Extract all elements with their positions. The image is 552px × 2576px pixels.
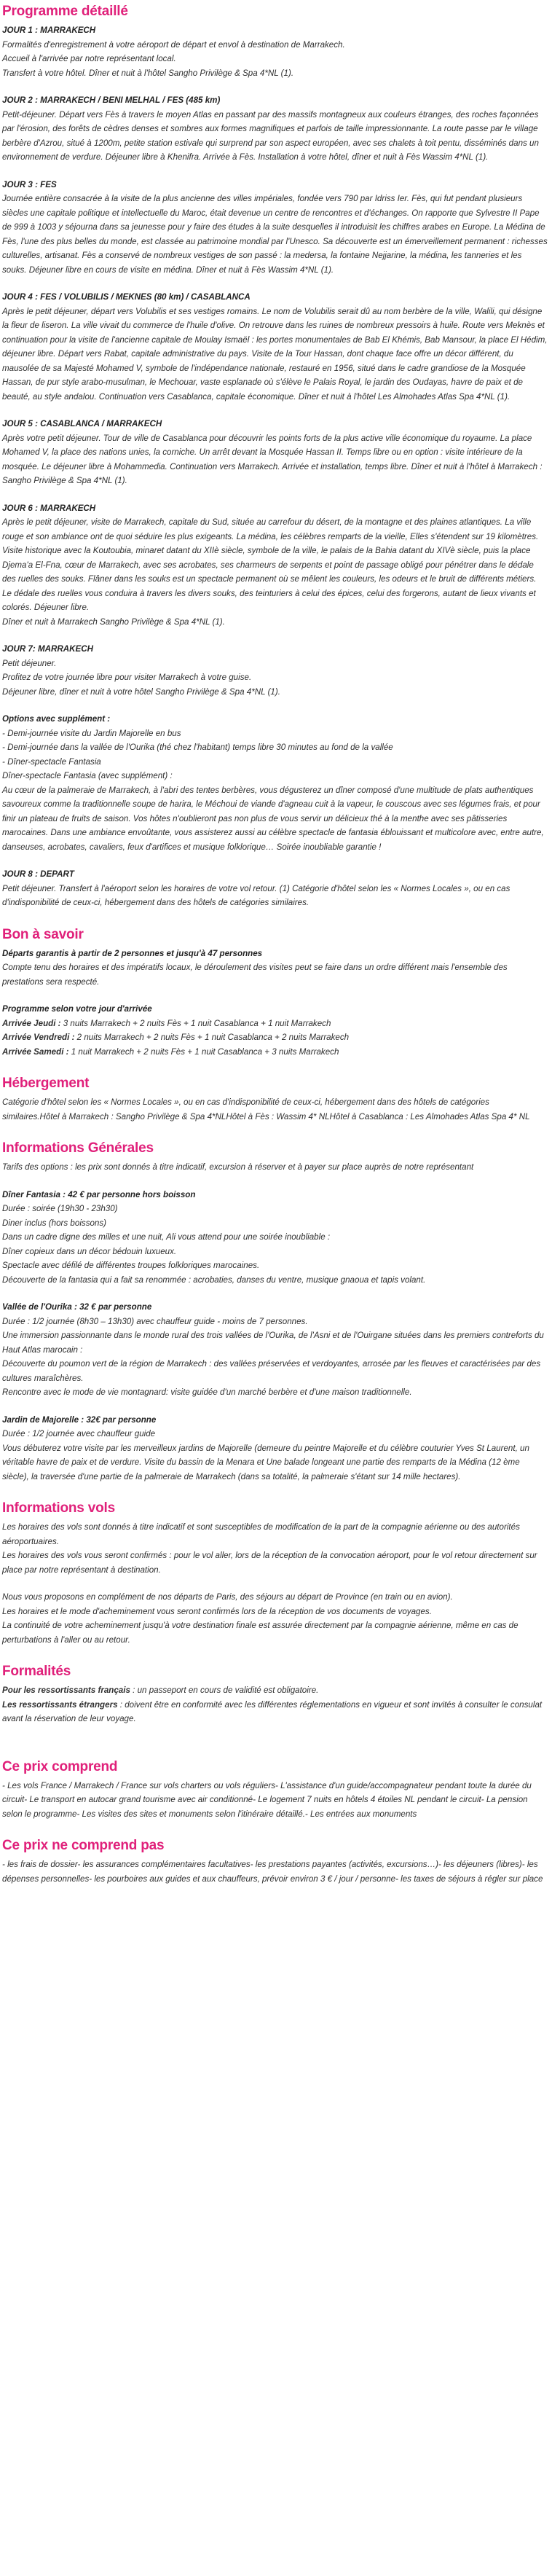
programme-section: [2, 3, 548, 910]
prix-comprend-section: [2, 1758, 548, 1822]
vols-block: [2, 1590, 548, 1647]
programme-days: [2, 23, 548, 910]
day-paragraph: Après votre petit déjeuner. Tour de ville de Casablanca pour découvrir les points forts de la plus active ville économique du royaume. La place Mohamed V, la place des nations unies, la corniche. Un arrêt devant la Mosquée Hassan II. Temps libre ou en option : visite intérieure de la mosquée. Le déjeuner libre à Mohammedia. Continuation vers Marrakech. Arrivée et installation, temps libre. Dîner et nuit à l'hôtel à Marrakech : Sangho Privilège & Spa 4*NL (1).: [2, 433, 543, 485]
vols-paragraphs: [2, 1520, 548, 1647]
day-paragraph: Dîner-spectacle Fantasia (avec supplément) :: [2, 771, 173, 780]
hebergement-title: Hébergement: [2, 1076, 90, 1091]
info-gen-intro-block: [2, 1160, 548, 1175]
vols-line: Nous vous proposons en complément de nos départs de Paris, des séjours au départ de Province (en train ou en avion).: [2, 1592, 453, 1602]
programme-title: Programme détaillé: [2, 4, 128, 19]
formalites-title: Formalités: [2, 1664, 71, 1679]
vols-line: Les horaires des vols vous seront confirmés : pour le vol aller, lors de la réception de la convocation aéroport, pour le vol retour directement sur place par notre représentant à destination.: [2, 1551, 537, 1575]
day-paragraph: Profitez de votre journée libre pour visiter Marrakech à votre guise.: [2, 673, 252, 682]
options-list: [2, 1188, 548, 1484]
vols-line: La continuité de votre acheminement jusqu'à votre destination finale est assurée directement par la compagnie aérienne, même en cas de perturbations à l'aller ou au retour.: [2, 1621, 519, 1645]
day-block: [2, 712, 548, 854]
day-block: [2, 501, 548, 630]
prix-ne-comprend-section: [2, 1837, 548, 1886]
day-paragraph: Petit déjeuner. Transfert à l'aéroport selon les horaires de votre vol retour. (1) Catégorie d'hôtel selon les « Normes Locales », ou en cas d'indisponibilité de ceux-ci, hébergement dans des hôtels de catégories similaires.: [2, 883, 510, 907]
formalites-list: [2, 1683, 548, 1726]
day-block: [2, 867, 548, 910]
option-line: Une immersion passionnante dans le monde rural des trois vallées de l'Ourika, de l'Asni et de l'Ouirgane situées dans les premiers contreforts du Haut Atlas marocain :: [2, 1331, 544, 1355]
option-heading: Vallée de l'Ourika : 32 € par personne: [2, 1302, 152, 1312]
option-line: Rencontre avec le mode de vie montagnard: visite guidée d'un marché berbère et d'une maison traditionnelle.: [2, 1387, 412, 1397]
option-block: [2, 1413, 548, 1484]
arrival-text: 1 nuit Marrakech + 2 nuits Fès + 1 nuit Casablanca + 3 nuits Marrakech: [68, 1046, 339, 1057]
bon-a-savoir-title: Bon à savoir: [2, 926, 84, 942]
day-paragraph: Transfert à votre hôtel. Dîner et nuit à l'hôtel Sangho Privilège & Spa 4*NL (1).: [2, 68, 294, 78]
option-heading: Dîner Fantasia : 42 € par personne hors boisson: [2, 1189, 196, 1199]
option-line: Dîner copieux dans un décor bédouin luxueux.: [2, 1246, 177, 1256]
arrival-line: [2, 1017, 548, 1031]
day-block: [2, 642, 548, 699]
day-heading: JOUR 1 : MARRAKECH: [2, 26, 96, 35]
informations-vols-title: Informations vols: [2, 1500, 115, 1516]
day-block: [2, 93, 548, 165]
arrival-line: [2, 1030, 548, 1045]
hebergement-text: Catégorie d'hôtel selon les « Normes Locales », ou en cas d'indisponibilité de ceux-ci, hébergement dans des hôtels de catégories similaires.Hôtel à Marrakech : Sangho Privilège & Spa 4*NLHôtel à Fès : Wassim 4* NLHôtel à Casablanca : Les Almohades Atlas Spa 4* NL: [2, 1097, 530, 1121]
formalite-line: [2, 1698, 548, 1726]
day-paragraph: Accueil à l'arrivée par notre représentant local.: [2, 54, 176, 63]
day-heading: JOUR 7: MARRAKECH: [2, 644, 93, 654]
option-line: Vous débuterez votre visite par les merveilleux jardins de Majorelle (demeure du peintre Majorelle et du célèbre couturier Yves St Laurent, un véritable havre de paix et de verdure. Visite du bassin de la Menara et Une balade longeant une partie des remparts de la Médina (12 ème siècle), la traversée d'une partie de la palmeraie de Marrakech (dans sa totalité, la palmeraie s'étant sur 14 mille hectares).: [2, 1443, 529, 1481]
option-line: Durée : 1/2 journée (8h30 – 13h30) avec chauffeur guide - moins de 7 personnes.: [2, 1316, 308, 1326]
option-line: Durée : 1/2 journée avec chauffeur guide: [2, 1429, 156, 1438]
bon-a-savoir-text: Compte tenu des horaires et des impératifs locaux, le déroulement des visites peut se faire dans un ordre différent mais l'ensemble des prestations sera respecté.: [2, 963, 508, 987]
bon-a-savoir-section: [2, 926, 548, 1060]
arrivals-block: [2, 1002, 548, 1059]
day-paragraph: - Dîner-spectacle Fantasia: [2, 756, 101, 767]
vols-block: [2, 1520, 548, 1577]
arrival-label: Arrivée Vendredi :: [2, 1033, 75, 1042]
prix-comprend-text: - Les vols France / Marrakech / France sur vols charters ou vols réguliers- L'assistance d'un guide/accompagnateur pendant toute la durée du circuit- Le transport en autocar grand tourisme avec air conditionné- Le logement 7 nuits en hôtels 4 étoiles NL pendant le circuit- La pension selon le programme- Les visites des sites et monuments selon l'itinéraire détaillé.- Les entrées aux monuments: [2, 1780, 532, 1819]
formalite-text: : un passeport en cours de validité est obligatoire.: [130, 1686, 319, 1695]
day-heading: JOUR 3 : FES: [2, 179, 57, 189]
formalite-text: : doivent être en conformité avec les différentes réglementations en vigueur et sont invités à consulter le consulat avant la réservation de leur voyage.: [2, 1699, 543, 1723]
option-block: [2, 1188, 548, 1288]
day-paragraph: - Demi-journée visite du Jardin Majorelle en bus: [2, 728, 181, 738]
arrival-label: Arrivée Jeudi :: [2, 1018, 61, 1028]
day-paragraph: Journée entière consacrée à la visite de la plus ancienne des villes impériales, fondée vers 790 par Idriss Ier. Fès, qui fut pendant plusieurs siècles une capitale politique et intellectuelle du Maroc, était devenue un centre de rencontres et d'échanges. On rapporte que Sylvestre II Pape de 999 à 1003 y séjourna dans sa jeunesse pour y faire des études à la suite desquelles il introduisit les chiffres arabes en Europe. La Médina de Fès, l'une des plus belles du monde, est classée au patrimoine mondial par l'Unesco. Sa découverte est un émerveillement permanent : richesses culturelles, artisanat. Fès a conservé de nombreux vestiges de son passé : la medersa, la fontaine Nejjarine, la médina, les tanneries et les souks. Déjeuner libre en cours de visite en médina. Dîner et nuit à Fès Wassim 4*NL (1).: [2, 194, 548, 275]
day-block: [2, 290, 548, 404]
day-heading: JOUR 6 : MARRAKECH: [2, 503, 96, 513]
arrival-text: 3 nuits Marrakech + 2 nuits Fès + 1 nuit Casablanca + 1 nuit Marrakech: [60, 1018, 331, 1028]
option-line: Durée : soirée (19h30 - 23h30): [2, 1204, 118, 1213]
info-gen-intro: Tarifs des options : les prix sont donnés à titre indicatif, excursion à réserver et à payer sur place auprès de notre représentant: [2, 1162, 474, 1172]
arrival-label: Arrivée Samedi :: [2, 1046, 69, 1057]
day-paragraph: - Demi-journée dans la vallée de l'Ourika (thé chez l'habitant) temps libre 30 minutes au fond de la vallée: [2, 743, 393, 752]
day-heading: JOUR 2 : MARRAKECH / BENI MELHAL / FES (485 km): [2, 95, 221, 105]
day-paragraph: Au cœur de la palmeraie de Marrakech, à l'abri des tentes berbères, vous dégusterez un dîner composé d'une multitude de plats authentiques savoureux comme la traditionnelle soupe de harira, le Méchoui de viande d'agneau cuit à la vapeur, le couscous avec ses légumes frais, et pour finir un plateau de fruits de saison. Vos hôtes n'oublieront pas non plus de vous servir un délicieux thé à la menthe avec ses pâtisseries marocaines. Dans une ambiance envoûtante, vous assisterez aussi au célèbre spectacle de fantasia éblouissant et multicolore avec, entre autre, danseuses, acrobates, cavaliers, feux d'artifices et musique folklorique… Soirée inoubliable garantie !: [2, 785, 544, 852]
day-paragraph: Après le petit déjeuner, départ vers Volubilis et ses vestiges romains. Le nom de Volubilis serait dû au nom berbère de la ville, Walili, qui désigne la fleur de liseron. La ville vivait du commerce de l'huile d'olive. On retrouve dans les ruines de nombreux pressoirs à huile. Route vers Meknès et continuation pour la visite de l'ancienne capitale de Moulay Ismaël : les portes monumentales de Bab El Khémis, Bab Mansour, la place El Hédim, déjeuner libre. Départ vers Rabat, capitale administrative du pays. Visite de la Tour Hassan, dont chaque face offre un décor différent, du mausolée de sa Majesté Mohamed V, symbole de l'indépendance nationale, restauré en 1956, situé dans le cadre grandiose de la Mosquée Hassan, de pur style arabo-musulman, le Mechouar, vaste esplanade où s'élève le Palais Royal, le jardin des Oudayas, havre de paix et de beauté, au style andalou. Continuation vers Casablanca, capitale économique. Dîner et nuit à l'hôtel Les Almohades Atlas Spa 4*NL (1).: [2, 306, 548, 402]
day-paragraph: Formalités d'enregistrement à votre aéroport de départ et envol à destination de Marrakech.: [2, 39, 345, 50]
option-line: Découverte de la fantasia qui a fait sa renommée : acrobaties, danses du ventre, musique gnaoua et tapis volant.: [2, 1275, 426, 1285]
informations-generales-title: Informations Générales: [2, 1140, 154, 1156]
option-line: Dans un cadre digne des milles et une nuit, Ali vous attend pour une soirée inoubliable :: [2, 1232, 331, 1242]
vols-line: Les horaires et le mode d'acheminement vous seront confirmés lors de la réception de vos documents de voyages.: [2, 1606, 432, 1616]
day-heading: JOUR 5 : CASABLANCA / MARRAKECH: [2, 419, 162, 428]
option-line: Découverte du poumon vert de la région de Marrakech : des vallées préservées et verdoyantes, arrosée par les fleuves et caractérisées par des cultures maraîchères.: [2, 1359, 541, 1383]
informations-generales-section: [2, 1140, 548, 1484]
arrival-line: [2, 1045, 548, 1060]
day-heading: Options avec supplément :: [2, 714, 111, 724]
informations-vols-section: [2, 1500, 548, 1647]
arrival-text: 2 nuits Marrakech + 2 nuits Fès + 1 nuit Casablanca + 2 nuits Marrakech: [74, 1033, 350, 1042]
option-block: [2, 1300, 548, 1400]
day-paragraph: Dîner et nuit à Marrakech Sangho Privilège & Spa 4*NL (1).: [2, 616, 225, 627]
formalite-label: Pour les ressortissants français: [2, 1686, 130, 1695]
arrivals-list: [2, 1017, 548, 1060]
formalites-section: [2, 1663, 548, 1726]
vols-line: Les horaires des vols sont donnés à titre indicatif et sont susceptibles de modification de la part de la compagnie aérienne ou des autorités aéroportuaires.: [2, 1522, 520, 1546]
day-heading: JOUR 8 : DEPART: [2, 869, 74, 879]
prix-ne-comprend-title: Ce prix ne comprend pas: [2, 1838, 165, 1853]
departs-garantis: Départs garantis à partir de 2 personnes et jusqu'à 47 personnes: [2, 948, 263, 958]
day-paragraph: Déjeuner libre, dîner et nuit à votre hôtel Sangho Privilège & Spa 4*NL (1).: [2, 686, 280, 697]
option-heading: Jardin de Majorelle : 32€ par personne: [2, 1414, 157, 1425]
day-block: [2, 23, 548, 80]
prix-comprend-title: Ce prix comprend: [2, 1758, 118, 1774]
day-paragraph: Petit-déjeuner. Départ vers Fès à travers le moyen Atlas en passant par des massifs montagneux aux couleurs étranges, des roches façonnées par l'érosion, des forêts de cèdres denses et sombres aux formes magnifiques et parfois de taille impressionnante. La route passe par le village berbère d'Azrou, situé à 1200m, petite station estivale qui surprend par son aspect européen, avec ses chalets à toit pentu, disséminés dans un environnement de verdure. Déjeuner libre à Khenifra. Arrivée à Fès. Installation à votre hôtel, dîner et nuit à Fès Wassim 4*NL (1).: [2, 109, 539, 162]
formalite-label: Les ressortissants étrangers: [2, 1699, 118, 1710]
arrivals-heading: Programme selon votre jour d'arrivée: [2, 1004, 152, 1014]
hebergement-section: [2, 1075, 548, 1124]
day-block: [2, 178, 548, 278]
option-line: Spectacle avec défilé de différentes troupes folkloriques marocaines.: [2, 1261, 260, 1270]
day-block: [2, 417, 548, 488]
bon-a-savoir-intro: [2, 947, 548, 990]
day-paragraph: Petit déjeuner.: [2, 658, 57, 668]
formalite-line: [2, 1683, 548, 1698]
option-line: Diner inclus (hors boissons): [2, 1218, 107, 1228]
day-heading: JOUR 4 : FES / VOLUBILIS / MEKNES (80 km) / CASABLANCA: [2, 292, 251, 302]
day-paragraph: Après le petit déjeuner, visite de Marrakech, capitale du Sud, située au carrefour du désert, de la montagne et des plaines atlantiques. La ville rouge et son ambiance ont de quoi séduire les plus exigeants. La médina, les célèbres remparts de la vieille, Elles s'étendent sur 19 kilomètres. Visite historique avec la Koutoubia, minaret datant du XIIè siècle, symbole de la ville, le palais de la Bahia datant du XIVè siècle, puis la place Djema'a El-Fna, cœur de Marrakech, avec ses acrobates, ses charmeurs de serpents et point de passage obligé pour pénétrer dans le dédale des ruelles des souks. Flâner dans les souks est un spectacle permanent où se mêlent les couleurs, les odeurs et le bruit de différents métiers. Le dédale des ruelles vous conduira à travers les divers souks, des teinturiers à celui des épices, celui des forgerons, autant de lieux vivants et colorés. Déjeuner libre.: [2, 517, 539, 612]
prix-ne-comprend-text: - les frais de dossier- les assurances complémentaires facultatives- les prestations payantes (activités, excursions…)- les déjeuners (libres)- les dépenses personnelles- les pourboires aux guides et aux chauffeurs, prévoir environ 3 € / jour / personne- les taxes de séjours à régler sur place: [2, 1860, 543, 1884]
